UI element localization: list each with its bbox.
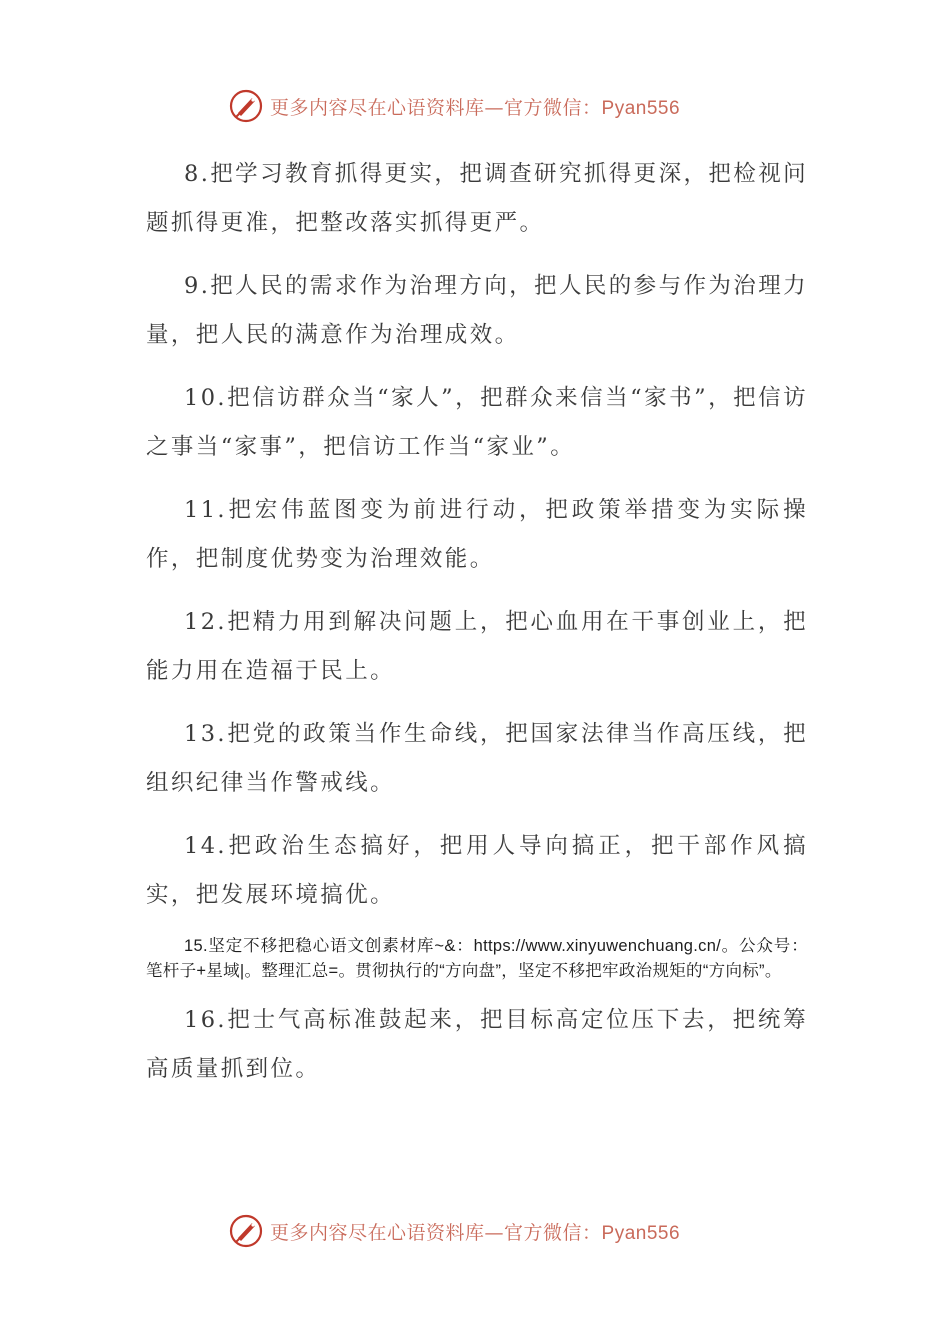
paragraph-10: 10.把信访群众当“家人”，把群众来信当“家书”，把信访之事当“家事”，把信访工作当“家业”。 xyxy=(146,385,808,460)
paragraph-11: 11.把宏伟蓝图变为前进行动，把政策举措变为实际操作，把制度优势变为治理效能。 xyxy=(146,497,808,572)
header-banner-text: 更多内容尽在心语资料库—官方微信：Pyan556 xyxy=(270,96,681,119)
footer-banner xyxy=(228,1211,680,1251)
paragraph-14: 14.把政治生态搞好，把用人导向搞正，把干部作风搞实，把发展环境搞优。 xyxy=(146,833,808,908)
paragraph-8: 8.把学习教育抓得更实，把调查研究抓得更深，把检视问题抓得更准，把整改落实抓得更严。 xyxy=(146,161,808,236)
paragraph-9: 9.把人民的需求作为治理方向，把人民的参与作为治理力量，把人民的满意作为治理成效。 xyxy=(146,273,808,348)
paragraph-13: 13.把党的政策当作生命线，把国家法律当作高压线，把组织纪律当作警戒线。 xyxy=(146,721,808,796)
paragraph-16: 16.把士气高标准鼓起来，把目标高定位压下去，把统筹高质量抓到位。 xyxy=(146,1007,808,1082)
pen-nib-logo-icon xyxy=(228,1213,264,1249)
pen-nib-logo-icon xyxy=(228,88,264,124)
paragraph-15: 15.坚定不移把稳心语文创素材库~&：https://www.xinyuwenchuang.cn/。公众号：笔杆子+星域|。整理汇总=。贯彻执行的“方向盘”，坚定不移把牢政治规矩的“方向标”。 xyxy=(146,937,808,980)
paragraph-12: 12.把精力用到解决问题上，把心血用在干事创业上，把能力用在造福于民上。 xyxy=(146,609,808,684)
header-banner xyxy=(228,86,680,126)
footer-banner-text: 更多内容尽在心语资料库—官方微信：Pyan556 xyxy=(270,1221,681,1244)
document-body xyxy=(146,150,808,1108)
